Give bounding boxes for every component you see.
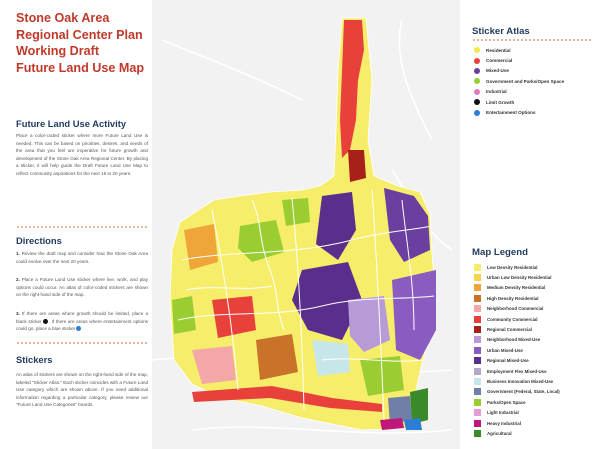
- sticker-dot-icon: [474, 89, 480, 95]
- title-line-4: Future Land Use Map: [16, 60, 145, 75]
- legend-swatch: [474, 284, 481, 291]
- future-land-use-map[interactable]: [152, 0, 460, 449]
- divider: [472, 39, 592, 41]
- atlas-item[interactable]: [474, 66, 564, 76]
- legend-label: Community Commercial: [487, 316, 538, 322]
- legend-item[interactable]: [474, 324, 560, 334]
- atlas-item[interactable]: [474, 107, 564, 117]
- legend-label: Low Density Residential: [487, 264, 538, 270]
- title-line-2: Regional Center Plan: [16, 27, 143, 42]
- legend-item[interactable]: [474, 283, 560, 293]
- legend-item[interactable]: [474, 376, 560, 386]
- atlas-item[interactable]: [474, 87, 564, 97]
- legend-label: Employment Flex Mixed-Use: [487, 368, 547, 374]
- divider: [16, 342, 148, 344]
- regional-commercial-node: [348, 150, 366, 182]
- legend-label: Neighborhood Commercial: [487, 306, 544, 312]
- map-legend-heading: Map Legend: [472, 247, 528, 258]
- title-line-1: Stone Oak Area: [16, 11, 110, 25]
- atlas-item[interactable]: [474, 97, 564, 107]
- atlas-label: Industrial: [486, 89, 507, 95]
- stickers-body: An atlas of stickers are shown on the right-hand side of the map, labeled "Sticker Atlas." Each sticker coincides with a Future Land Use category which are shown above. If you need additional information regarding a particular category, please review our "Future Land Use Categories" boards.: [16, 372, 148, 408]
- legend-item[interactable]: [474, 418, 560, 428]
- legend-item[interactable]: [474, 387, 560, 397]
- legend-swatch: [474, 399, 481, 406]
- legend-label: Regional Commercial: [487, 327, 532, 333]
- legend-item[interactable]: [474, 272, 560, 282]
- step-number: 1.: [16, 251, 20, 256]
- sticker-dot-icon: [474, 47, 480, 53]
- legend-label: Parks/Open Space: [487, 399, 526, 405]
- high-density-residential: [256, 334, 298, 380]
- legend-item[interactable]: [474, 428, 560, 438]
- legend-label: Heavy Industrial: [487, 420, 521, 426]
- instructions-panel: [0, 0, 152, 449]
- legend-swatch: [474, 295, 481, 302]
- sticker-dot-icon: [474, 58, 480, 64]
- blue-sticker-icon: [76, 326, 81, 331]
- step-number: 3.: [16, 311, 20, 316]
- legend-label: Regional Mixed-Use: [487, 358, 529, 364]
- legend-swatch: [474, 264, 481, 271]
- legend-item[interactable]: [474, 262, 560, 272]
- road: [399, 20, 432, 140]
- legend-item[interactable]: [474, 345, 560, 355]
- directions-heading: Directions: [16, 235, 62, 246]
- step-text: Place a Future Land Use sticker where live, work, and play options could occur. An atlas of color-coded stickers are shown on the right-hand side of the map.: [16, 277, 148, 298]
- step-text: Review the draft map and consider how the Stone Oak Area could evolve over the next 20 years.: [16, 251, 148, 264]
- legend-swatch: [474, 430, 481, 437]
- activity-heading: Future Land Use Activity: [16, 118, 127, 129]
- park-area: [172, 296, 196, 334]
- blue-area: [404, 418, 422, 430]
- stickers-heading: Stickers: [16, 354, 53, 365]
- legend-item[interactable]: [474, 335, 560, 345]
- legend-label: Agricultural: [487, 430, 512, 436]
- directions-step-3: 3. If there are areas where growth should be limited, place a black sticker . If there are areas where entertainment options could go, place a blue sticker .: [16, 311, 149, 332]
- legend-label: Neighborhood Mixed-Use: [487, 337, 541, 343]
- sticker-dot-icon: [474, 78, 480, 84]
- legend-swatch: [474, 420, 481, 427]
- directions-step-2: [16, 276, 148, 299]
- legend-label: Business Innovation Mixed-Use: [487, 378, 554, 384]
- legend-swatch: [474, 316, 481, 323]
- activity-body: Place a color-coded sticker where more Future Land Use is needed. This can be based on priorities, desires, and needs of the area that you feel are imperative for future growth and development of the Stone Oak Area Regional Center. By placing a sticker, it will help guide the Draft Future Land Use Map to reflect community aspirations for the next 15 to 20 years.: [16, 133, 148, 176]
- legend-label: High Density Residential: [487, 295, 539, 301]
- divider: [16, 226, 148, 228]
- legend-swatch: [474, 388, 481, 395]
- atlas-label: Commercial: [486, 58, 513, 64]
- legend-label: Urban Mixed-Use: [487, 347, 523, 353]
- park-area: [282, 198, 310, 226]
- legend-swatch: [474, 274, 481, 281]
- legend-swatch: [474, 347, 481, 354]
- legend-swatch: [474, 378, 481, 385]
- medium-density-residential: [184, 224, 218, 270]
- legend-label: Government (Federal, State, Local): [487, 389, 560, 395]
- legend-item[interactable]: [474, 356, 560, 366]
- black-sticker-icon: [43, 319, 48, 324]
- map-canvas: [152, 0, 460, 449]
- atlas-label: Mixed-Use: [486, 68, 509, 74]
- atlas-item[interactable]: [474, 76, 564, 86]
- legend-item[interactable]: [474, 366, 560, 376]
- business-innovation-area: [312, 340, 350, 376]
- title-line-3: Working Draft: [16, 44, 100, 59]
- legend-item[interactable]: [474, 293, 560, 303]
- legend-item[interactable]: [474, 304, 560, 314]
- sticker-atlas-heading: Sticker Atlas: [472, 26, 530, 37]
- road: [162, 40, 302, 100]
- legend-item[interactable]: [474, 397, 560, 407]
- legend-swatch: [474, 336, 481, 343]
- step-number: 2.: [16, 277, 20, 282]
- map-legend: [474, 262, 560, 439]
- legend-label: Urban Low Density Residential: [487, 275, 552, 281]
- legend-swatch: [474, 409, 481, 416]
- legend-panel: [460, 0, 599, 449]
- board-title: [16, 10, 156, 76]
- atlas-item[interactable]: [474, 55, 564, 65]
- atlas-label: Government and Parks/Open Space: [486, 78, 565, 84]
- sticker-dot-icon: [474, 110, 480, 116]
- step-text-b: If there are areas where entertainment options could go, place a blue sticker: [16, 318, 148, 332]
- atlas-label: Limit Growth: [486, 99, 515, 105]
- legend-label: Light Industrial: [487, 410, 519, 416]
- legend-swatch: [474, 326, 481, 333]
- sticker-dot-icon: [474, 99, 480, 105]
- step-text: If there are areas where growth should be limited, place a black sticker: [16, 311, 149, 324]
- legend-swatch: [474, 305, 481, 312]
- sticker-atlas: [474, 45, 564, 118]
- directions-step-1: [16, 250, 148, 265]
- atlas-item[interactable]: [474, 45, 564, 55]
- sticker-dot-icon: [474, 68, 480, 74]
- legend-swatch: [474, 357, 481, 364]
- legend-item[interactable]: [474, 407, 560, 417]
- legend-item[interactable]: [474, 314, 560, 324]
- legend-swatch: [474, 368, 481, 375]
- legend-label: Medium Density Residential: [487, 285, 546, 291]
- atlas-label: Residential: [486, 47, 511, 53]
- atlas-label: Entertainment Options: [486, 110, 536, 116]
